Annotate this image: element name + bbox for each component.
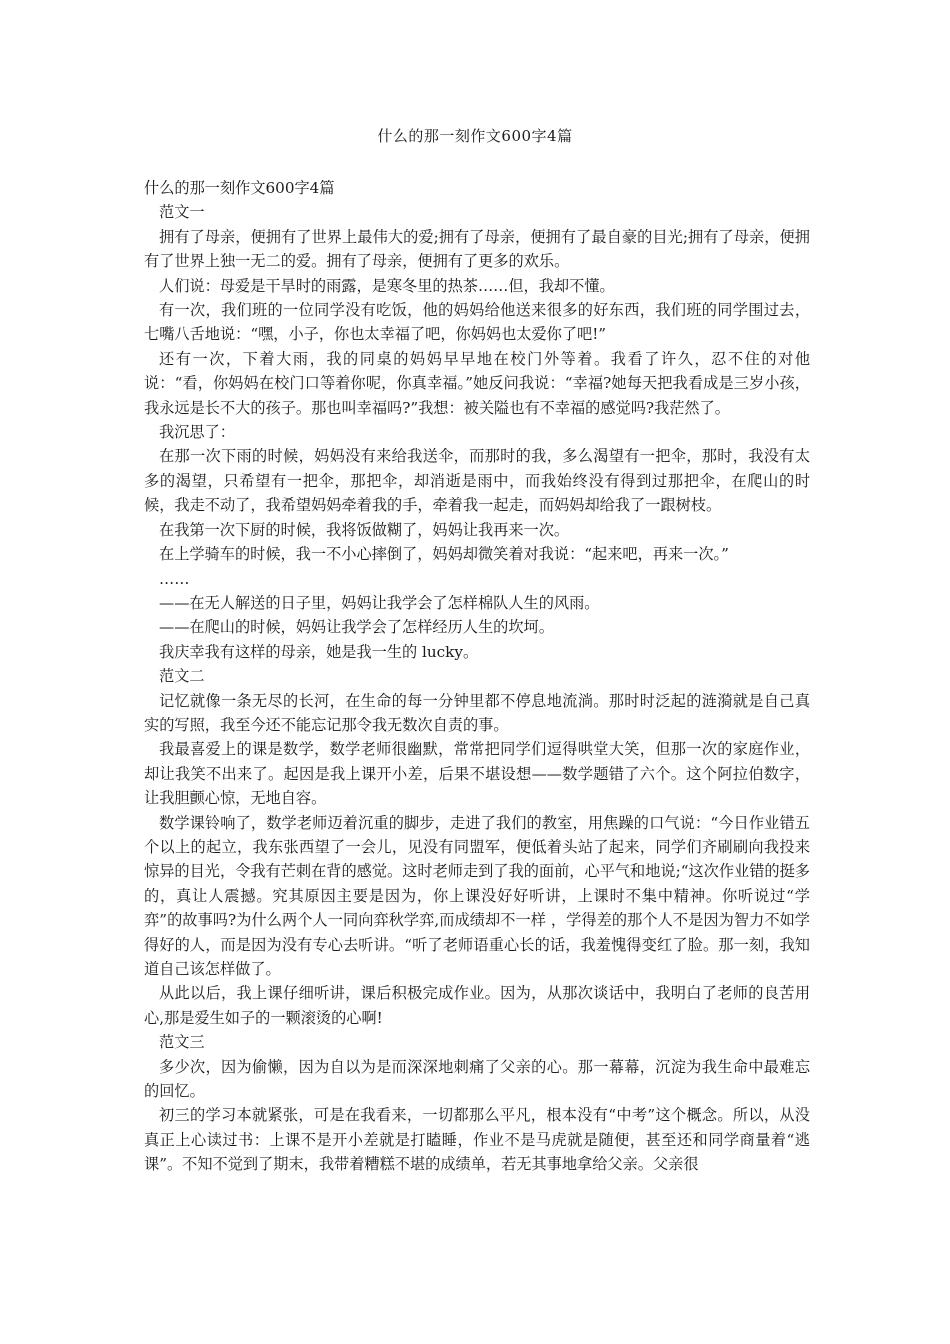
paragraph: 有一次，我们班的一位同学没有吃饭，他的妈妈给他送来很多的好东西，我们班的同学围过去，七嘴八舌地说：“嘿，小子，你也太幸福了吧，你妈妈也太爱你了吧!” xyxy=(144,301,810,344)
paragraph: 我庆幸我有这样的母亲，她是我一生的 lucky。 xyxy=(159,642,479,661)
document-subtitle: 什么的那一刻作文600字4篇 xyxy=(144,179,335,197)
paragraph: ——在无人解送的日子里，妈妈让我学会了怎样棉队人生的风雨。 xyxy=(159,593,600,612)
paragraph: 在那一次下雨的时候，妈妈没有来给我送伞，而那时的我，多么渴望有一把伞，那时，我没有太多的渴望，只希望有一把伞，那把伞，却消逝是雨中，而我始终没有得到过那把伞，在爬山的时候，我走不动了，我希望妈妈牵着我的手，牵着我一起走，而妈妈却给我了一跟树枝。 xyxy=(144,447,810,515)
document-body xyxy=(144,176,810,1177)
paragraph: 多少次，因为偷懒，因为自以为是而深深地刺痛了父亲的心。那一幕幕，沉淀为我生命中最难忘的回忆。 xyxy=(144,1057,810,1101)
paragraph: 记忆就像一条无尽的长河，在生命的每一分钟里都不停息地流淌。那时时泛起的涟漪就是自己真实的写照，我至今还不能忘记那令我无数次自责的事。 xyxy=(144,691,810,734)
document-title: 什么的那一刻作文600字4篇 xyxy=(377,127,573,145)
paragraph: 我最喜爱上的课是数学，数学老师很幽默，常常把同学们逗得哄堂大笑，但那一次的家庭作业，却让我笑不出来了。起因是我上课开小差，后果不堪设想——数学题错了六个。这个阿拉伯数字，让我胆颤心惊，无地自容。 xyxy=(144,740,810,808)
paragraph: 在上学骑车的时候，我一不小心摔倒了，妈妈却微笑着对我说：“起来吧，再来一次。” xyxy=(159,545,729,564)
paragraph: 人们说：母爱是干旱时的雨露，是寒冬里的热茶……但，我却不懂。 xyxy=(159,276,615,295)
section-heading: 范文二 xyxy=(159,667,205,686)
paragraph: 在我第一次下厨的时候，我将饭做糊了，妈妈让我再来一次。 xyxy=(159,520,570,539)
paragraph: …… xyxy=(159,569,190,588)
paragraph: 还有一次，下着大雨，我的同桌的妈妈早早地在校门外等着。我看了许久，忍不住的对他说：“看，你妈妈在校门口等着你呢，你真幸福。”她反问我说：“幸福?她每天把我看成是三岁小孩，我永远是长不大的孩子。那也叫幸福吗?”我想：被关隘也有不幸福的感觉吗?我茫然了。 xyxy=(144,349,810,417)
paragraph: 从此以后，我上课仔细听讲，课后积极完成作业。因为，从那次谈话中，我明白了老师的良苦用心,那是爱生如子的一颗滚烫的心啊! xyxy=(144,984,810,1027)
paragraph: 数学课铃响了，数学老师迈着沉重的脚步，走进了我们的教室，用焦躁的口气说：“今日作业错五个以上的起立，我东张西望了一会儿，见没有同盟军，便低着头站了起来，同学们齐刷刷向我投来惊异的目光，令我有芒刺在背的感觉。这时老师走到了我的面前，心平气和地说;“这次作业错的挺多的，真让人震撼。究其原因主要是因为，你上课没好好听讲，上课时不集中精神。你听说过“学弈”的故事吗?为什么两个人一同向弈秋学弈,而成绩却不一样 ，学得差的那个人不是因为智力不如学得好的人，而是因为没有专心去听讲。“听了老师语重心长的话，我羞愧得变红了脸。那一刻，我知道自己该怎样做了。 xyxy=(144,813,810,978)
paragraph: 我沉思了： xyxy=(159,423,235,442)
paragraph: 初三的学习本就紧张，可是在我看来，一切都那么平凡，根本没有“中考”这个概念。所以，从没真正上心读过书：上课不是开小差就是打瞌睡，作业不是马虎就是随便，甚至还和同学商量着“逃课”。不知不觉到了期末，我带着糟糕不堪的成绩单，若无其事地拿给父亲。父亲很 xyxy=(144,1106,810,1174)
section-heading: 范文一 xyxy=(159,203,205,222)
section-heading: 范文三 xyxy=(159,1033,205,1052)
paragraph: 拥有了母亲，便拥有了世界上最伟大的爱;拥有了母亲，便拥有了最自豪的目光;拥有了母亲，便拥有了世界上独一无二的爱。拥有了母亲，便拥有了更多的欢乐。 xyxy=(144,227,810,271)
paragraph: ——在爬山的时候，妈妈让我学会了怎样经历人生的坎坷。 xyxy=(159,618,554,637)
